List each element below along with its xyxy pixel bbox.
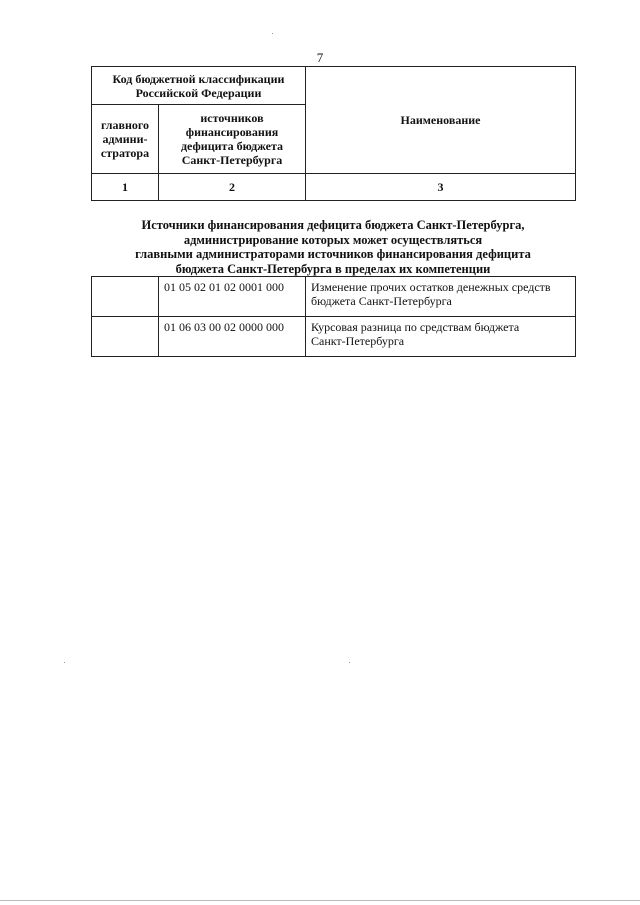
code-cell: 01 06 03 00 02 0000 000 — [159, 317, 306, 357]
table-row — [92, 277, 576, 317]
column-number-3: 3 — [306, 174, 576, 201]
admin-header-line: главного — [100, 118, 150, 132]
section-title-line: бюджета Санкт-Петербурга в пределах их компетенции — [175, 261, 491, 276]
sources-header-line: финансирования — [185, 125, 279, 139]
budget-classification-header: Код бюджетной классификации Российской Федерации — [92, 67, 306, 105]
name-line: Курсовая разница по средствам бюджета — [311, 320, 520, 334]
section-title-line: Источники финансирования дефицита бюджета Санкт-Петербурга, — [141, 218, 525, 232]
admin-header-line: стратора — [100, 146, 150, 160]
column-number-1: 1 — [92, 174, 159, 201]
name-line: Санкт-Петербурга — [311, 334, 405, 348]
section-title-line: главными администраторами источников финансирования дефицита — [135, 247, 531, 261]
admin-cell — [92, 317, 159, 357]
column-number-2: 2 — [159, 174, 306, 201]
name-line: бюджета Санкт-Петербурга — [311, 294, 452, 308]
table-row — [92, 317, 576, 357]
admin-cell — [92, 277, 159, 317]
sources-header-line: источников — [200, 111, 264, 125]
section-title-line: администрирование которых может осуществляться — [183, 232, 483, 247]
name-line: Изменение прочих остатков денежных средств — [311, 280, 551, 294]
page-number: 7 — [316, 50, 324, 65]
admin-header-line: админи- — [102, 132, 148, 146]
admin-column-header — [92, 105, 159, 174]
sources-table — [91, 276, 576, 357]
section-title — [91, 218, 575, 276]
sources-header-line: дефицита бюджета — [180, 139, 284, 153]
name-cell — [306, 317, 576, 357]
sources-header-line: Санкт-Петербурга — [181, 153, 283, 167]
scan-speck — [272, 33, 273, 34]
name-column-header: Наименование — [306, 67, 576, 174]
name-cell — [306, 277, 576, 317]
sources-column-header — [159, 105, 306, 174]
scan-speck — [349, 662, 350, 663]
code-cell: 01 05 02 01 02 0001 000 — [159, 277, 306, 317]
header-table — [91, 66, 576, 201]
page-bottom-edge — [0, 900, 640, 901]
scan-speck — [64, 662, 65, 663]
